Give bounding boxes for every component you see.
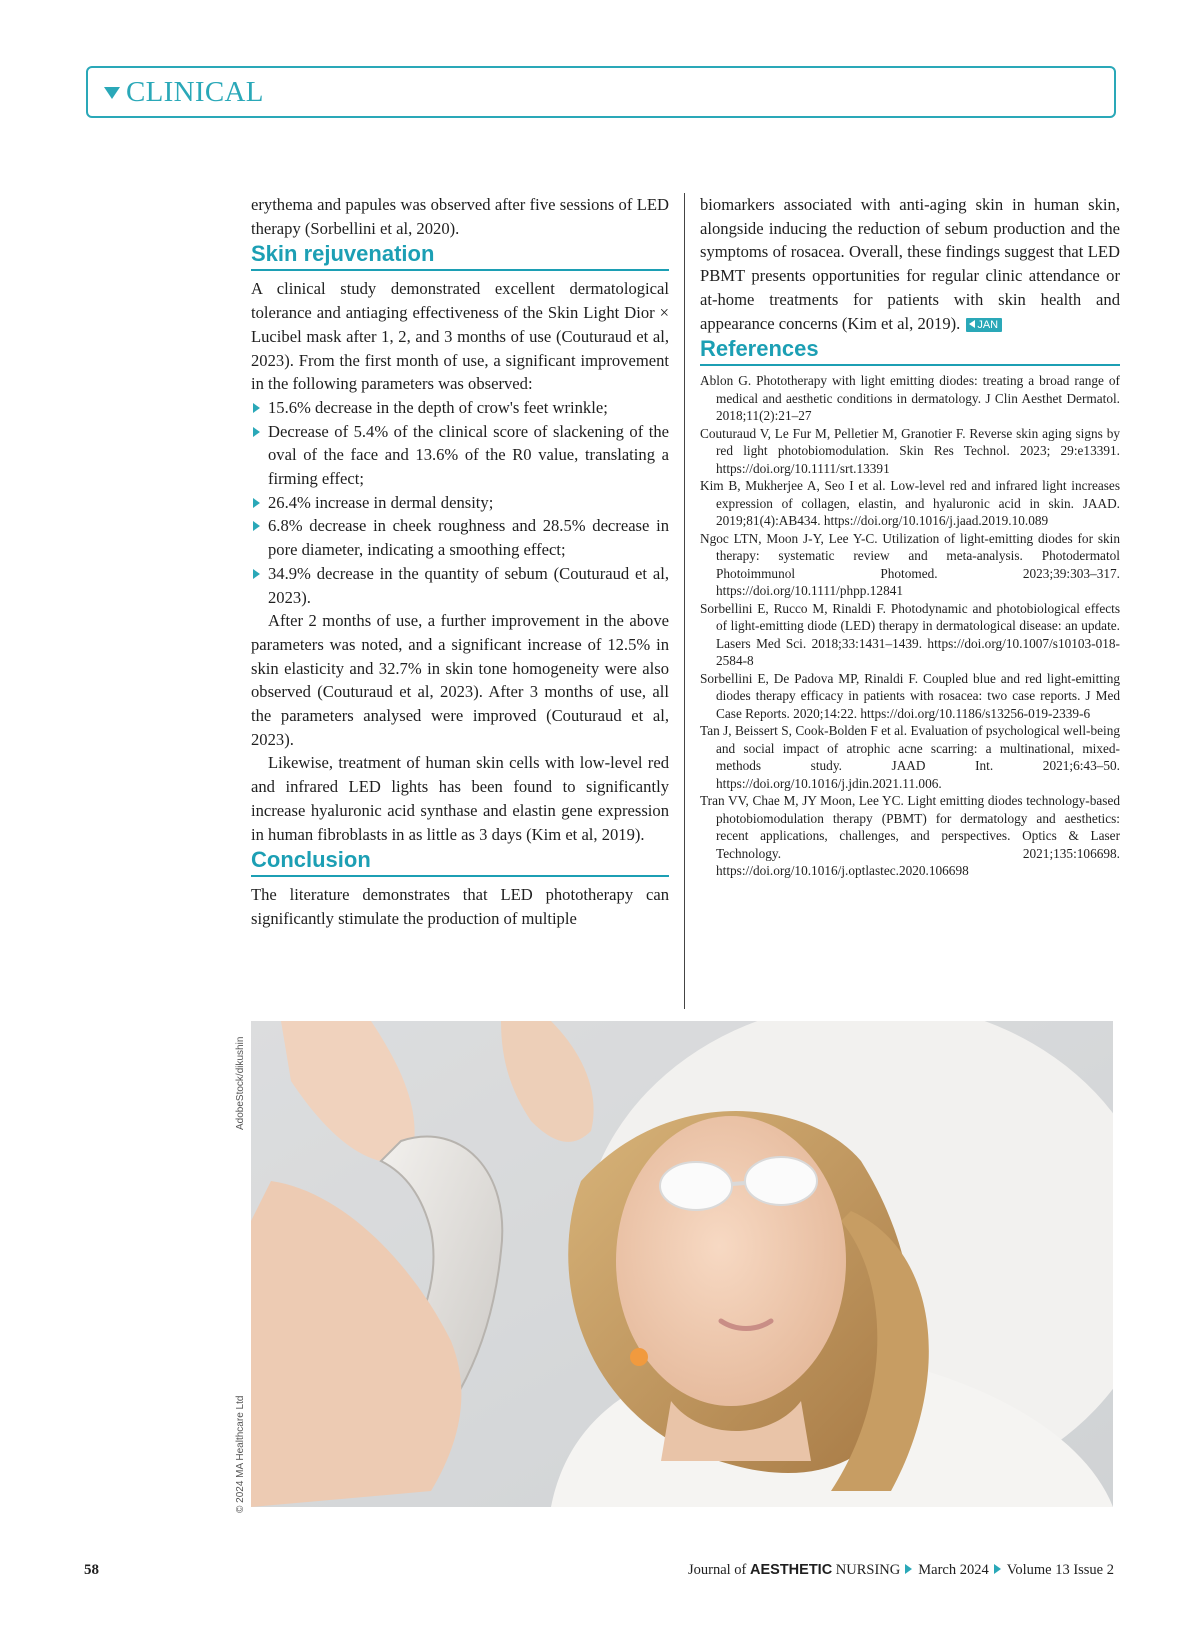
intro-paragraph: erythema and papules was observed after five sessions of LED therapy (Sorbellini et al, 2020). [251,195,669,238]
bullet-text: 15.6% decrease in the depth of crow's feet wrinkle; [268,397,608,417]
heading-skin-rejuvenation: Skin rejuvenation [251,240,669,271]
volume-issue: Volume 13 Issue 2 [1006,1562,1114,1578]
reference-item: Sorbellini E, De Padova MP, Rinaldi F. Coupled blue and red light-emitting diodes therapy efficacy in patients with rosacea: two case reports. J Med Case Reports. 2020;14:22. https://doi.org/10.1186/s13256-019-2339-6 [700,670,1120,721]
jan-badge-label: JAN [977,318,999,331]
bullet-triangle-icon [253,403,260,413]
journal-bold: AESTHETIC [750,1562,833,1578]
list-item [251,396,669,420]
journal-prefix: Journal of [687,1562,750,1578]
issue-date: March 2024 [918,1562,989,1578]
left-column [251,193,669,931]
photo-illustration [251,1021,1113,1507]
triangle-right-icon [905,1564,912,1574]
reference-list [700,372,1120,880]
bullet-text: 26.4% increase in dermal density; [268,492,494,512]
reference-item: Tran VV, Chae M, JY Moon, Lee YC. Light emitting diodes technology-based photobiomodulation therapy (PBMT) for dermatology and aesthetics: recent applications, challenges, and perspectives. Optics & Laser Technology. 2021;135:106698. https://doi.org/10.1016/j.optlastec.2020.106698 [700,793,1120,879]
bullet-text: 6.8% decrease in cheek roughness and 28.5% decrease in pore diameter, indicating a smoothing effect; [268,516,669,560]
device-indicator-shape [630,1348,648,1366]
reference-item: Ngoc LTN, Moon J-Y, Lee Y-C. Utilization of light-emitting diodes for skin therapy: systematic review and meta-analysis. Photodermatol Photoimmunol Photomed. 2023;39:303–317. https://doi.org/10.1111/phpp.12841 [700,530,1120,599]
bullet-triangle-icon [253,521,260,531]
right-column [700,193,1120,880]
jan-badge[interactable] [966,318,1002,332]
page-number: 58 [84,1562,99,1578]
goggle-left [660,1162,732,1210]
skin-paragraph-3: Likewise, treatment of human skin cells with low-level red and infrared LED lights has been found to significantly increase hyaluronic acid synthase and elastin gene expression in human fibroblasts in as little as 3 days (Kim et al, 2019). [251,753,669,844]
heading-conclusion: Conclusion [251,846,669,877]
reference-item: Ablon G. Phototherapy with light emitting diodes: treating a broad range of medical and aesthetic conditions in dermatology. J Clin Aesthet Dermatol. 2018;11(2):21–27 [700,373,1120,424]
bullet-triangle-icon [253,427,260,437]
triangle-left-icon [969,320,975,328]
triangle-right-icon [994,1564,1001,1574]
face-shape [616,1116,846,1406]
reference-item: Tan J, Beissert S, Cook-Bolden F et al. Evaluation of psychological well-being and social impact of atrophic acne scarring: a multinational, mixed-methods study. JAAD Int. 2021;6:43–50. https://doi.org/10.1016/j.jdin.2021.11.006. [700,723,1120,791]
heading-references: References [700,335,1120,366]
conclusion-continued-text: biomarkers associated with anti-aging skin in human skin, alongside inducing the reduction of sebum production and the symptoms of rosacea. Overall, these findings suggest that LED PBMT presents opportunities for regular clinic attendance or at-home treatments for patients with skin health and appearance concerns (Kim et al, 2019). [700,195,1120,333]
journal-suffix: NURSING [832,1562,901,1578]
photo-copyright: © 2024 MA Healthcare Ltd [235,1395,246,1513]
section-label: CLINICAL [126,76,264,108]
findings-list [251,396,669,609]
reference-item: Kim B, Mukherjee A, Seo I et al. Low-level red and infrared light increases expression of collagen, elastin, and hyaluronic acid in skin. JAAD. 2019;81(4):AB434. https://doi.org/10.1016/j.jaad.2019.10.089 [700,478,1120,529]
goggle-right [745,1157,817,1205]
bullet-text: 34.9% decrease in the quantity of sebum (Couturaud et al, 2023). [268,563,669,607]
triangle-down-icon [104,87,120,99]
bullet-triangle-icon [253,498,260,508]
skin-paragraph-2: After 2 months of use, a further improvement in the above parameters was noted, and a significant increase of 12.5% in skin elasticity and 32.7% in skin tone homogeneity were also observed (Couturaud et al, 2023). After 3 months of use, all the parameters analysed were improved (Couturaud et al, 2023). [251,611,669,749]
photo-credit: AdobeStock/dikushin [235,1036,246,1130]
conclusion-continued [700,193,1120,335]
bullet-triangle-icon [253,569,260,579]
journal-footer [688,1562,1114,1579]
bullet-text: Decrease of 5.4% of the clinical score of slackening of the oval of the face and 13.6% of the R0 value, translating a firming effect; [268,421,669,489]
list-item [251,491,669,515]
reference-item: Couturaud V, Le Fur M, Pelletier M, Granotier F. Reverse skin aging signs by red light photobiomodulation. Skin Res Technol. 2023; 29:e13391. https://doi.org/10.1111/srt.13391 [700,425,1120,476]
list-item [251,420,669,491]
column-divider [684,193,685,1009]
treatment-photo [251,1021,1113,1507]
reference-item: Sorbellini E, Rucco M, Rinaldi F. Photodynamic and photobiological effects of light-emitting diode (LED) therapy in dermatological disease: an update. Lasers Med Sci. 2018;33:1431–1439. https://doi.org/10.1007/s10103-018-2584-8 [700,600,1120,669]
list-item [251,562,669,609]
list-item [251,514,669,561]
section-banner [86,66,1116,118]
conclusion-paragraph: The literature demonstrates that LED phototherapy can significantly stimulate the production of multiple [251,885,669,928]
skin-paragraph: A clinical study demonstrated excellent dermatological tolerance and antiaging effectiveness of the Skin Light Dior × Lucibel mask after 1, 2, and 3 months of use (Couturaud et al, 2023). From the first month of use, a significant improvement in the following parameters was observed: [251,279,669,394]
